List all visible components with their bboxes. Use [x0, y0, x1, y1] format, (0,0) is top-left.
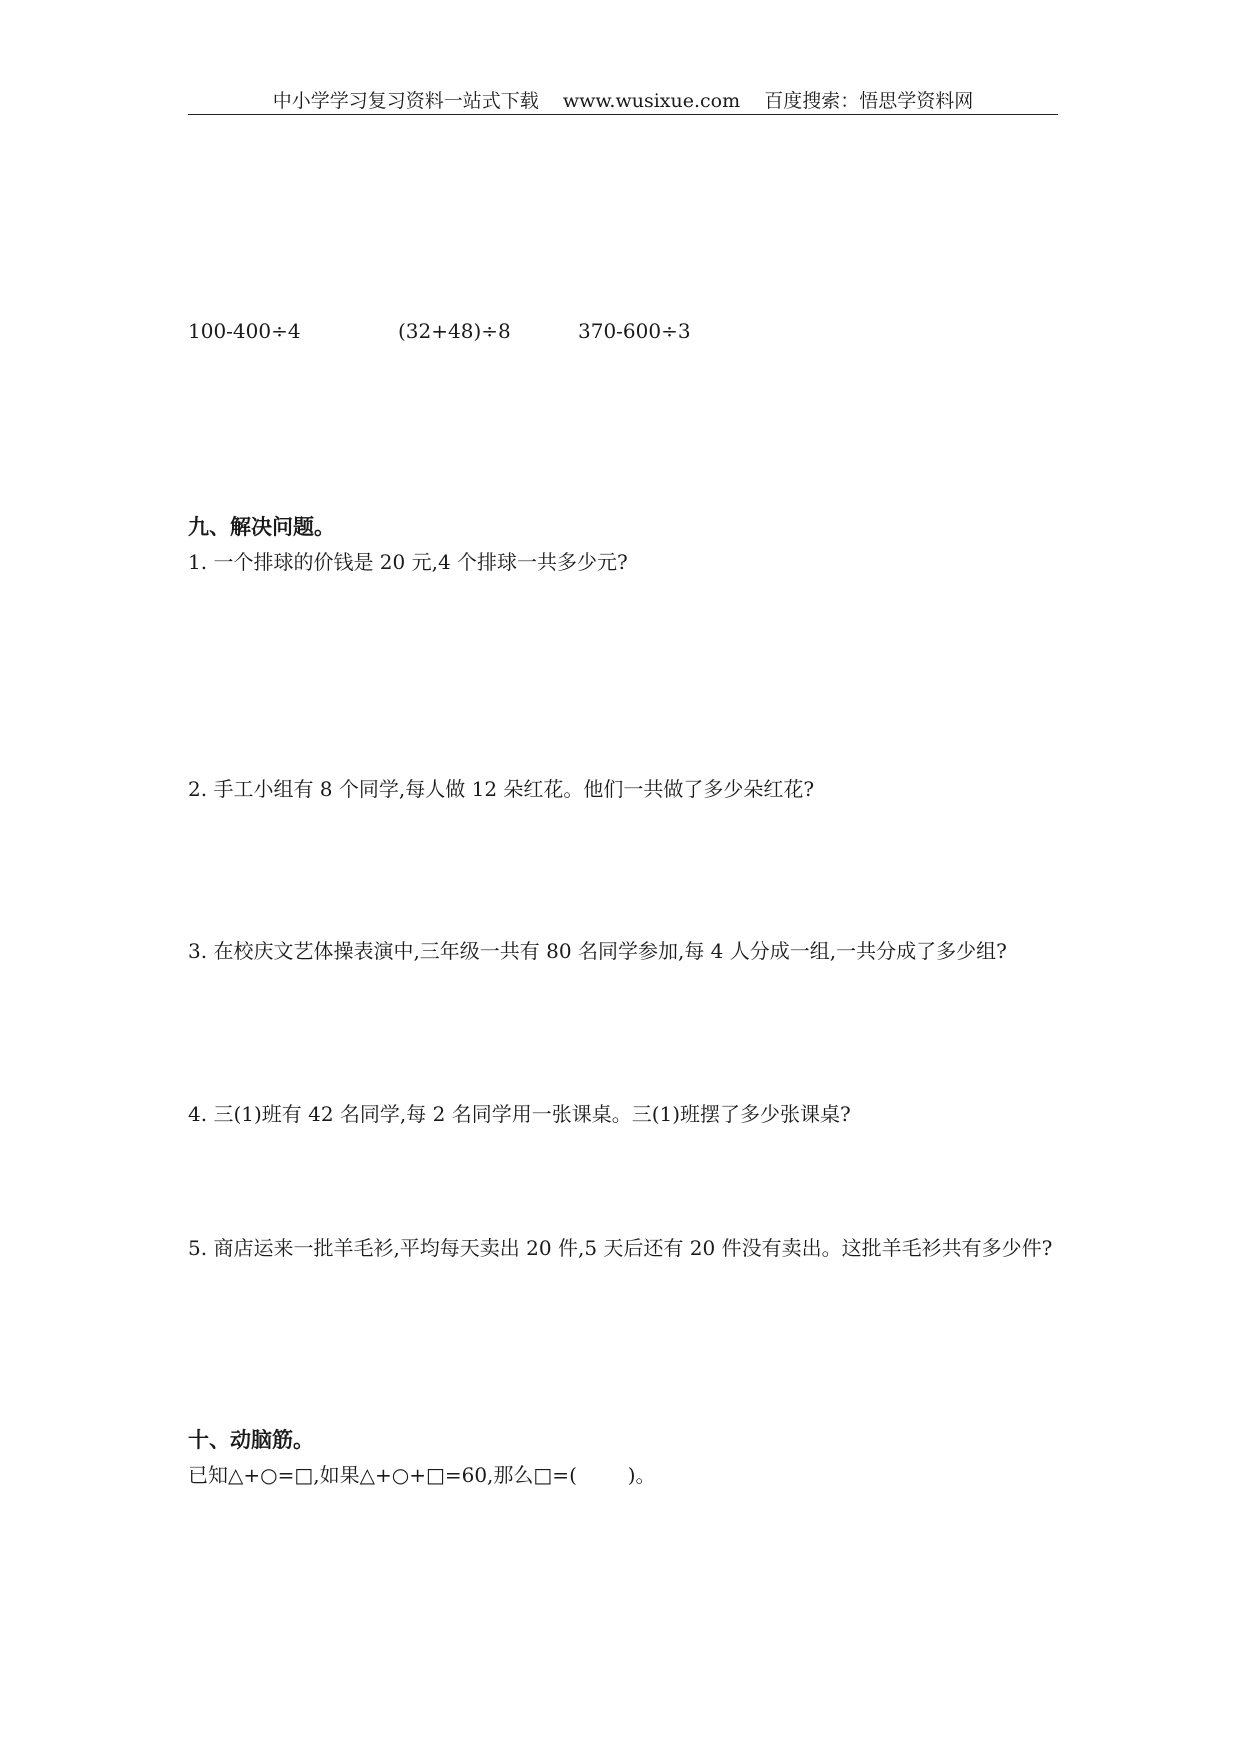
problem-4: 4. 三(1)班有 42 名同学,每 2 名同学用一张课桌。三(1)班摆了多少张课桌?	[188, 1102, 851, 1126]
problem-1: 1. 一个排球的价钱是 20 元,4 个排球一共多少元?	[188, 550, 628, 574]
calc-expression-2: (32+48)÷8	[398, 319, 511, 343]
page-header: 中小学学习复习资料一站式下载 www.wusixue.com 百度搜索：悟思学资料网	[272, 90, 974, 112]
section-10-title: 十、动脑筋。	[188, 1428, 314, 1452]
calc-expression-3: 370-600÷3	[578, 319, 691, 343]
section-9-title: 九、解决问题。	[188, 515, 335, 539]
problem-3: 3. 在校庆文艺体操表演中,三年级一共有 80 名同学参加,每 4 人分成一组,一共分成了多少组?	[188, 939, 1007, 963]
header-divider	[188, 114, 1058, 115]
problem-2: 2. 手工小组有 8 个同学,每人做 12 朵红花。他们一共做了多少朵红花?	[188, 777, 815, 801]
problem-5: 5. 商店运来一批羊毛衫,平均每天卖出 20 件,5 天后还有 20 件没有卖出。这批羊毛衫共有多少件?	[188, 1236, 1053, 1260]
calc-expression-1: 100-400÷4	[188, 319, 301, 343]
brain-teaser-problem: 已知△+○=□,如果△+○+□=60,那么□=( )。	[188, 1463, 656, 1487]
